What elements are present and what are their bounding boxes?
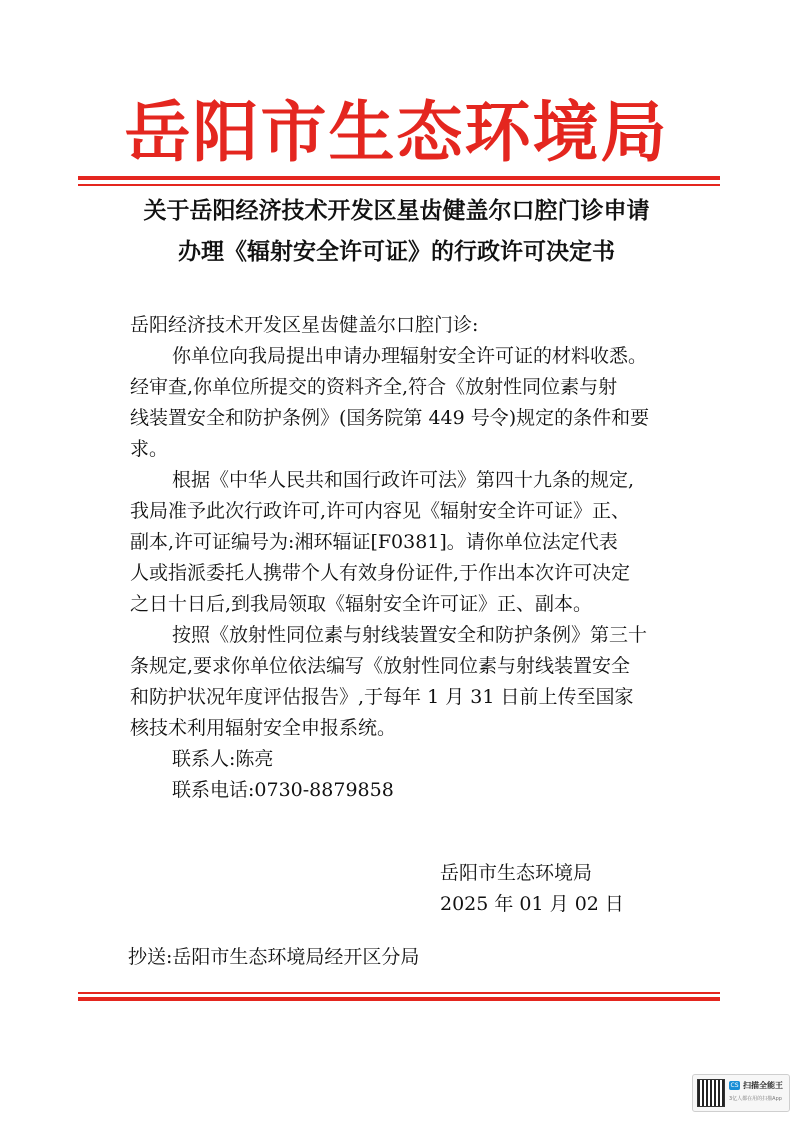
issuer-masthead: 岳阳市生态环境局: [124, 93, 669, 171]
footer-thick-rule: [78, 997, 720, 1001]
footer-thin-rule: [78, 992, 720, 994]
body-line: 你单位向我局提出申请办理辐射安全许可证的材料收悉。: [172, 345, 648, 367]
body-line: 人或指派委托人携带个人有效身份证件,于作出本次许可决定: [130, 562, 631, 584]
scanner-logo-icon: CS: [730, 1082, 739, 1089]
body-line: 和防护状况年度评估报告》,于每年 1 月 31 日前上传至国家: [130, 686, 634, 708]
document-title-line-2: 办理《辐射安全许可证》的行政许可决定书: [178, 239, 615, 265]
body-line: 根据《中华人民共和国行政许可法》第四十九条的规定,: [172, 469, 635, 491]
body-line: 按照《放射性同位素与射线装置安全和防护条例》第三十: [172, 624, 648, 646]
salutation: 岳阳经济技术开发区星齿健盖尔口腔门诊:: [130, 314, 479, 336]
body-line: 我局准予此次行政许可,许可内容见《辐射安全许可证》正、: [130, 500, 631, 522]
body-line: 核技术利用辐射安全申报系统。: [130, 717, 397, 739]
scanner-watermark: [692, 1074, 790, 1112]
body-line: 之日十日后,到我局领取《辐射安全许可证》正、副本。: [130, 593, 593, 615]
contact-phone: 联系电话:0730-8879858: [172, 779, 394, 801]
body-line: 线装置安全和防护条例》(国务院第 449 号令)规定的条件和要: [130, 407, 650, 429]
qr-code-icon: [697, 1079, 725, 1107]
scanner-tagline: 3亿人都在用的扫描App: [729, 1096, 782, 1102]
body-line: 求。: [130, 438, 169, 460]
body-line: 经审查,你单位所提交的资料齐全,符合《放射性同位素与射: [130, 376, 618, 398]
header-thick-rule: [78, 176, 720, 180]
body-line: 副本,许可证编号为:湘环辐证[F0381]。请你单位法定代表: [130, 531, 618, 553]
document-title-line-1: 关于岳阳经济技术开发区星齿健盖尔口腔门诊申请: [143, 198, 650, 224]
contact-person: 联系人:陈亮: [172, 748, 274, 770]
signature-date: 2025 年 01 月 02 日: [440, 893, 624, 915]
body-line: 条规定,要求你单位依法编写《放射性同位素与射线装置安全: [130, 655, 631, 677]
scanner-name: 扫描全能王: [743, 1081, 783, 1090]
signature-org: 岳阳市生态环境局: [440, 862, 593, 884]
cc-line: 抄送:岳阳市生态环境局经开区分局: [128, 946, 420, 968]
header-thin-rule: [78, 184, 720, 186]
